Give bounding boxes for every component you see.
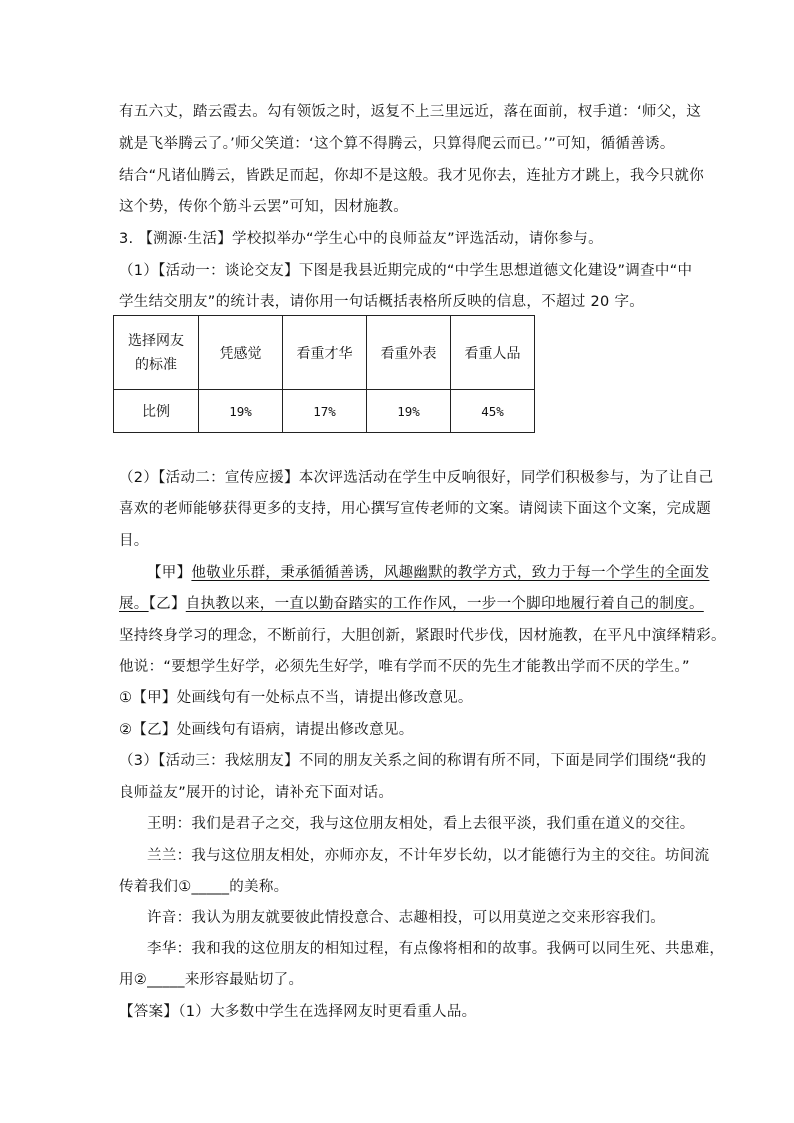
passage-line-2: 就是飞举腾云了。’师父笑道：‘这个算不得腾云，只算得爬云而已。’”可知，循循善诱。 <box>119 136 675 152</box>
activity-1-line-2: 学生结交朋友”的统计表，请你用一句话概括表格所反映的信息，不超过 20 字。 <box>119 294 645 310</box>
copy-line-1 <box>147 563 710 583</box>
yi-underlined-sentence: 自执教以来，一直以勤奋踏实的工作作风，一步一个脚印地履行着自己的制度。 <box>185 596 704 612</box>
table-column-header: 看重外表 <box>367 316 451 390</box>
table-header-row <box>114 316 535 390</box>
passage-line-4: 这个势，传你个筋斗云罢”可知，因材施教。 <box>119 199 409 215</box>
table-cell: 19% <box>367 390 451 433</box>
table-cell: 45% <box>451 390 535 433</box>
jia-underlined-sentence: 他敬业乐群，秉承循循善诱，风趣幽默的教学方式，致力于每一个学生的全面发 <box>191 565 710 581</box>
activity-2-line-1: （2）【活动二：宣传应援】本次评选活动在学生中反响很好，同学们积极参与，为了让自己 <box>119 470 714 486</box>
dialogue-lanlan-line-2: 传着我们①_____的美称。 <box>119 879 289 895</box>
table-row <box>114 390 535 433</box>
activity-3-line-2: 良师益友”展开的讨论，请补充下面对话。 <box>119 785 394 801</box>
activity-3-line-1: （3）【活动三：我炫朋友】不同的朋友关系之间的称谓有所不同，下面是同学们围绕“我的 <box>119 753 707 769</box>
jia-marker: 【甲】 <box>147 565 192 581</box>
table-cell: 17% <box>283 390 367 433</box>
activity-1-line-1: （1）【活动一：谈论交友】下图是我县近期完成的“中学生思想道德文化建设”调查中“中 <box>119 263 693 279</box>
table-row-label: 比例 <box>114 390 199 433</box>
table-column-header: 凭感觉 <box>199 316 283 390</box>
dialogue-xuyin: 许音：我认为朋友就要彼此情投意合、志趣相投，可以用莫逆之交来形容我们。 <box>147 910 665 926</box>
table-header-label <box>114 316 199 390</box>
sub-question-2: ②【乙】处画线句有语病，请提出修改意见。 <box>119 722 414 738</box>
copy-line-4: 他说：“要想学生好学，必须先生好学，唯有学而不厌的先生才能教出学而不厌的学生。” <box>119 659 690 675</box>
jia-underlined-end: 展。 <box>119 596 149 612</box>
question-3-heading: 3. 【溯源·生活】学校拟举办“学生心中的良师益友”评选活动，请你参与。 <box>119 231 603 247</box>
table-column-header: 看重才华 <box>283 316 367 390</box>
activity-2-line-3: 目。 <box>119 533 149 549</box>
header-label-line-1: 选择网友 <box>128 332 184 349</box>
dialogue-lanlan-line-1: 兰兰：我与这位朋友相处，亦师亦友，不计年岁长幼，以才能德行为主的交往。坊间流 <box>147 848 710 864</box>
table-cell: 19% <box>199 390 283 433</box>
copy-line-2 <box>119 594 704 614</box>
header-label-line-2: 的标准 <box>135 356 177 373</box>
dialogue-lihua-line-2: 用②_____来形容最贴切了。 <box>119 972 304 988</box>
friend-criteria-table <box>113 315 535 433</box>
passage-line-3: 结合“凡诸仙腾云，皆跌足而起，你却不是这般。我才见你去，连扯方才跳上，我今只就你 <box>119 168 705 184</box>
yi-marker: 【乙】 <box>148 596 186 612</box>
copy-line-3: 坚持终身学习的理念，不断前行，大胆创新，紧跟时代步伐，因材施教，在平凡中演绎精彩。 <box>119 628 726 644</box>
sub-question-1: ①【甲】处画线句有一处标点不当，请提出修改意见。 <box>119 690 473 706</box>
dialogue-wangming: 王明：我们是君子之交，我与这位朋友相处，看上去很平淡，我们重在道义的交往。 <box>147 816 695 832</box>
dialogue-lihua-line-1: 李华：我和我的这位朋友的相知过程，有点像将相和的故事。我俩可以同生死、共患难， <box>147 941 725 957</box>
answer-line: 【答案】（1）大多数中学生在选择网友时更看重人品。 <box>119 1004 477 1020</box>
table-column-header: 看重人品 <box>451 316 535 390</box>
activity-2-line-2: 喜欢的老师能够获得更多的支持，用心撰写宣传老师的文案。请阅读下面这个文案，完成题 <box>119 501 711 517</box>
passage-line-1: 有五六丈，踏云霞去。勾有领饭之时，返复不上三里远近，落在面前，杈手道：‘师父，这 <box>119 104 702 120</box>
